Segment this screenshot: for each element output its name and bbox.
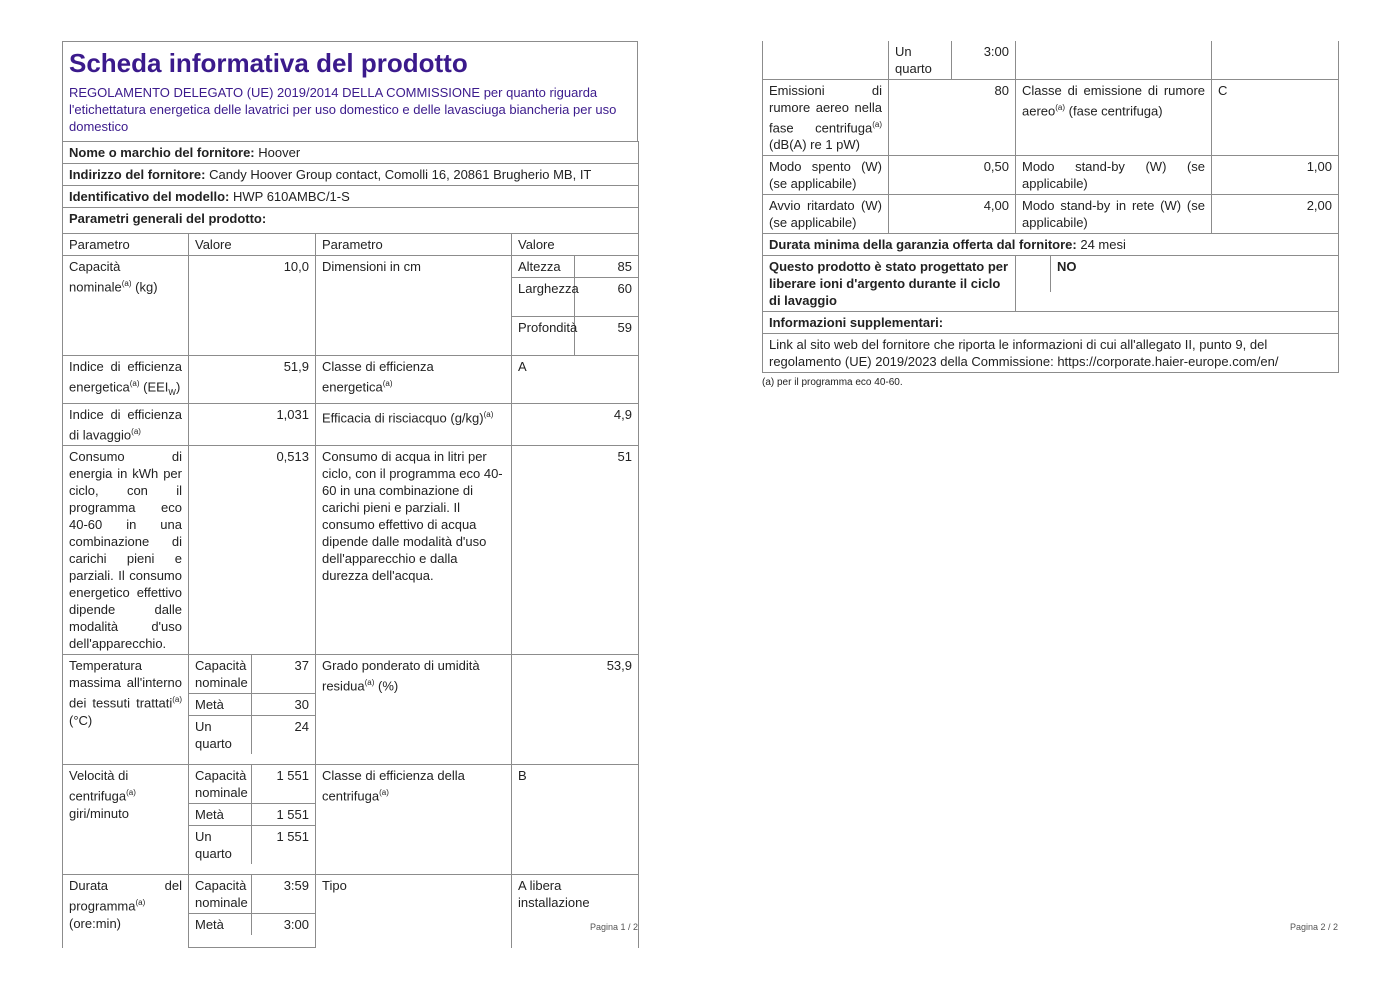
spin-full-value: 1 551 xyxy=(251,765,315,804)
noise-class-label-cell xyxy=(1016,80,1212,156)
width-value: 60 xyxy=(574,278,638,317)
noise-class-label: Classe di emissione di rumore aereo xyxy=(1022,83,1205,119)
energy-class-value: A xyxy=(512,356,639,404)
off-mode-label: Modo spento (W) (se applicabile) xyxy=(763,156,889,195)
spin-full-label: Capacità nominale xyxy=(189,765,251,804)
page-number-1: Pagina 1 / 2 xyxy=(590,922,639,932)
duration-half-label: Metà xyxy=(189,914,251,936)
dimensions-subtable xyxy=(512,256,639,356)
header-box xyxy=(62,41,638,141)
rinse-label-cell xyxy=(316,403,512,445)
spin-speed-label: Velocità di centrifuga xyxy=(69,768,129,804)
eei-subscript: W xyxy=(168,387,176,397)
energy-consumption-label: Consumo di energia in kWh per ciclo, con il programma eco 40-60 in una combinazione di carichi pieni e parziali. Il consumo energetico effettivo dipende dalle modalità d'uso dell'apparecchio. xyxy=(63,446,189,655)
footnote: (a) per il programma eco 40-60. xyxy=(762,377,903,389)
supplier-label: Nome o marchio del fornitore: xyxy=(69,145,255,160)
spin-class-label-cell xyxy=(316,765,512,875)
duration-full-value: 3:59 xyxy=(251,875,315,914)
energy-class-label-cell xyxy=(316,356,512,404)
type-cont-value-cell xyxy=(1212,41,1339,80)
noise-label-cell xyxy=(763,80,889,156)
footnote-marker: (a) xyxy=(1055,103,1066,112)
footnote-marker: (a) xyxy=(129,379,140,388)
footnote-marker: (a) xyxy=(872,120,882,129)
footnote-marker: (a) xyxy=(382,379,393,388)
moisture-label: Grado ponderato di umidità residua xyxy=(322,658,480,694)
network-standby-value: 2,00 xyxy=(1212,195,1339,234)
duration-full-label: Capacità nominale xyxy=(189,875,251,914)
standby-value: 1,00 xyxy=(1212,156,1339,195)
footnote-marker: (a) xyxy=(379,788,389,798)
off-mode-value: 0,50 xyxy=(889,156,1016,195)
page-title: Scheda informativa del prodotto xyxy=(69,48,468,78)
general-params-label: Parametri generali del prodotto: xyxy=(69,211,267,226)
duration-label-cell xyxy=(63,875,189,948)
rinse-label: Efficacia di risciacquo (g/kg) xyxy=(322,410,484,426)
noise-class-unit: (fase centrifuga) xyxy=(1068,103,1163,119)
warranty-value: 24 mesi xyxy=(1080,237,1126,253)
duration-subtable xyxy=(189,875,316,948)
duration-quarter-subtable xyxy=(889,41,1016,80)
temp-half-label: Metà xyxy=(189,694,251,716)
supplier-row xyxy=(63,142,639,164)
footnote-marker: (a) xyxy=(172,695,182,705)
footnote-marker: (a) xyxy=(121,279,132,288)
type-label: Tipo xyxy=(316,875,512,948)
model-label: Identificativo del modello: xyxy=(69,189,230,204)
temp-quarter-value: 24 xyxy=(294,719,309,735)
height-label: Altezza xyxy=(512,256,574,278)
type-value: A libera installazione xyxy=(512,875,639,948)
spin-quarter-label: Un quarto xyxy=(189,826,251,865)
model-value: HWP 610AMBC/1-S xyxy=(232,189,350,204)
page-two xyxy=(762,41,1338,388)
moisture-unit: (%) xyxy=(378,678,399,694)
footnote-marker: (a) xyxy=(483,409,494,419)
wash-index-label: Indice di efficienza di lavaggio xyxy=(69,406,182,443)
footnote-marker: (a) xyxy=(126,788,136,798)
wash-index-label-cell xyxy=(63,403,189,445)
spin-speed-subtable xyxy=(189,765,316,875)
footnote-marker: (a) xyxy=(135,898,146,908)
standby-label: Modo stand-by (W) (se applicabile) xyxy=(1016,156,1212,195)
noise-unit: (dB(A) re 1 pW) xyxy=(769,137,861,153)
temp-full-value: 37 xyxy=(251,655,315,694)
silver-ions-value-cell xyxy=(1016,256,1339,312)
col-header-value: Valore xyxy=(189,234,316,256)
duration-cont-cell xyxy=(763,41,889,80)
temperature-unit: (°C) xyxy=(69,712,93,728)
extra-info-label: Informazioni supplementari: xyxy=(763,312,1339,334)
spin-half-label: Metà xyxy=(189,804,251,826)
supplier-value: Hoover xyxy=(258,145,301,160)
spin-class-value: B xyxy=(512,765,639,875)
page-one xyxy=(62,41,638,948)
water-consumption-label: Consumo di acqua in litri per ciclo, con il programma eco 40-60 in una combinazione di carichi pieni e parziali. Il consumo effettivo di acqua dipende dalle modalità d'uso dell'apparecchio e dalla durezza dell'acqua. xyxy=(316,446,512,655)
delay-start-label: Avvio ritardato (W) (se applicabile) xyxy=(763,195,889,234)
temp-half-value: 30 xyxy=(251,694,315,716)
address-value: Candy Hoover Group contact, Comolli 16, 20861 Brugherio MB, IT xyxy=(209,167,592,182)
eei-label: Indice di efficienza energetica xyxy=(69,359,182,395)
noise-class-value: C xyxy=(1212,80,1339,156)
warranty-label: Durata minima della garanzia offerta dal fornitore: xyxy=(769,237,1077,253)
address-row xyxy=(63,164,639,186)
spin-speed-label-cell xyxy=(63,765,189,875)
spin-half-value: 1 551 xyxy=(251,804,315,826)
col-header-param-2: Parametro xyxy=(316,234,512,256)
rinse-value: 4,9 xyxy=(512,403,639,445)
noise-value: 80 xyxy=(889,80,1016,156)
col-header-value-2: Valore xyxy=(512,234,639,256)
warranty-row xyxy=(763,234,1339,256)
page-number-2: Pagina 2 / 2 xyxy=(1290,922,1339,932)
water-consumption-value: 51 xyxy=(512,446,639,655)
temp-quarter-label: Un quarto xyxy=(189,716,251,755)
network-standby-label: Modo stand-by in rete (W) (se applicabile) xyxy=(1016,195,1212,234)
general-params-row xyxy=(63,208,639,234)
energy-consumption-value: 0,513 xyxy=(189,446,316,655)
duration-half-value: 3:00 xyxy=(283,917,309,933)
capacity-label: Capacità nominale xyxy=(69,259,122,295)
footnote-marker: (a) xyxy=(131,426,141,436)
supplier-link-text: Link al sito web del fornitore che riporta le informazioni di cui all'allegato II, punto 9, del regolamento (UE) 2019/2023 della Commissione: https://corporate.haier-europe.com/en/ xyxy=(763,334,1339,373)
temp-full-label: Capacità nominale xyxy=(189,655,251,694)
noise-label: Emissioni di rumore aereo nella fase centrifuga xyxy=(769,83,882,136)
eei-unit: (EEI xyxy=(143,379,169,395)
spin-speed-unit: giri/minuto xyxy=(69,805,129,821)
depth-value: 59 xyxy=(617,320,632,335)
silver-ions-label: Questo prodotto è stato progettato per liberare ioni d'argento durante il ciclo di lavaggio xyxy=(763,256,1016,312)
temperature-label: Temperatura massima all'interno dei tessuti trattati xyxy=(69,658,182,711)
capacity-label-cell xyxy=(63,256,189,356)
capacity-unit: (kg) xyxy=(135,279,158,295)
capacity-value: 10,0 xyxy=(189,256,316,356)
width-label: Larghezza xyxy=(512,278,574,317)
col-header-param: Parametro xyxy=(63,234,189,256)
product-info-table xyxy=(62,141,639,948)
eei-close: ) xyxy=(175,379,181,395)
footnote-marker: (a) xyxy=(364,678,375,688)
regulation-text: REGOLAMENTO DELEGATO (UE) 2019/2014 DELLA COMMISSIONE per quanto riguarda l'etichettatura energetica delle lavatrici per uso domestico e delle lavasciuga biancheria per uso domestico xyxy=(69,85,617,134)
spin-class-label: Classe di efficienza della centrifuga xyxy=(322,768,465,804)
height-value: 85 xyxy=(574,256,638,278)
eei-label-cell xyxy=(63,356,189,404)
type-cont-cell xyxy=(1016,41,1212,80)
duration-quarter-label: Un quarto xyxy=(889,41,951,79)
silver-ions-value: NO xyxy=(1050,256,1332,292)
moisture-value: 53,9 xyxy=(512,655,639,765)
moisture-label-cell xyxy=(316,655,512,765)
product-info-table-continued xyxy=(762,41,1339,373)
eei-value: 51,9 xyxy=(189,356,316,404)
delay-start-value: 4,00 xyxy=(889,195,1016,234)
depth-label: Profondità xyxy=(512,317,574,356)
wash-index-value: 1,031 xyxy=(189,403,316,445)
model-row xyxy=(63,186,639,208)
address-label: Indirizzo del fornitore: xyxy=(69,167,206,182)
temperature-subtable xyxy=(189,655,316,765)
spin-quarter-value: 1 551 xyxy=(276,829,309,845)
dimensions-label: Dimensioni in cm xyxy=(316,256,512,356)
energy-class-label: Classe di efficienza energetica xyxy=(322,359,434,395)
duration-unit: (ore:min) xyxy=(69,915,122,931)
temperature-label-cell xyxy=(63,655,189,765)
duration-label: Durata del programma xyxy=(69,878,182,914)
duration-quarter-value: 3:00 xyxy=(983,44,1009,59)
